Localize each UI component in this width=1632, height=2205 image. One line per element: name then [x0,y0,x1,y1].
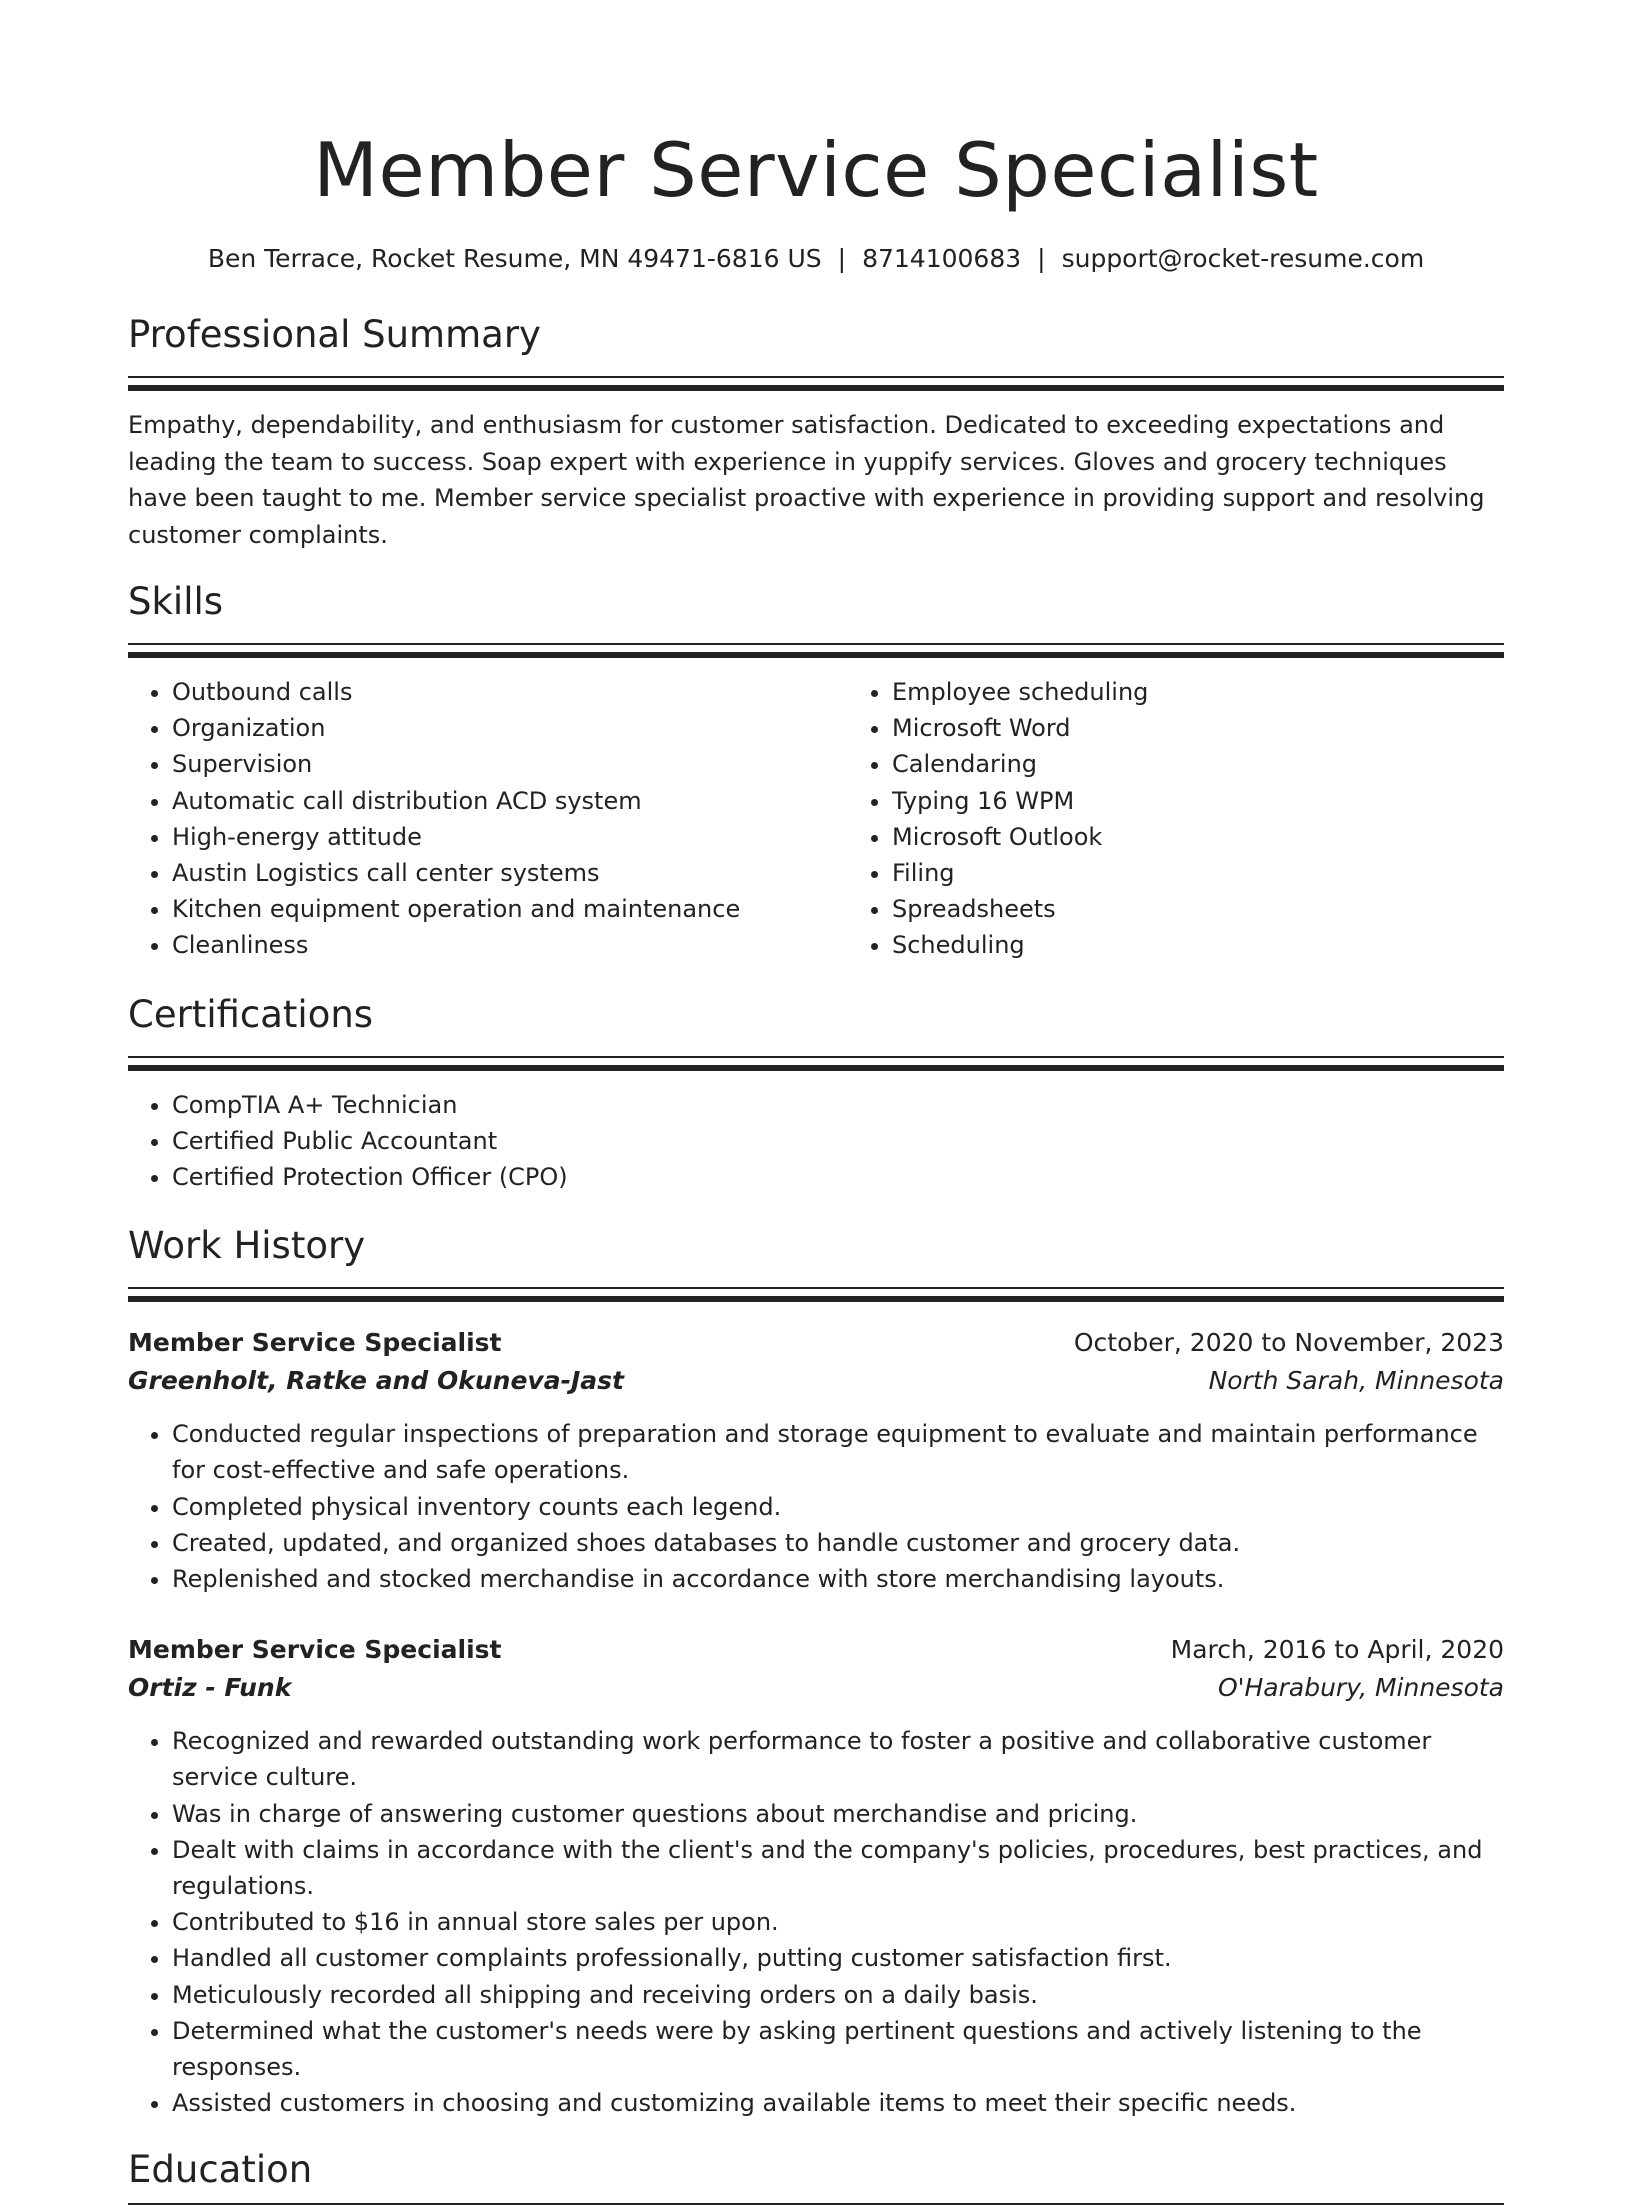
skill-item: • Spreadsheets [892,891,1568,927]
section-divider [128,643,1504,658]
skills-columns [128,674,1504,964]
certification-item: • Certified Public Accountant [172,1123,1504,1159]
job-bullet: • Created, updated, and organized shoes databases to handle customer and grocery data. [172,1525,1504,1561]
skill-item: • Employee scheduling [892,674,1568,710]
skill-item: • Supervision [172,746,848,782]
skill-item: • Typing 16 WPM [892,783,1568,819]
job-bullet: • Replenished and stocked merchandise in accordance with store merchandising layouts. [172,1561,1504,1597]
skill-item: • Calendaring [892,746,1568,782]
certifications-list [128,1087,1504,1196]
section-heading: Work History [128,1224,366,1268]
job-bullets [128,1723,1504,2121]
section-heading: Education [128,2148,313,2192]
contact-line [128,242,1504,276]
skill-item: • Outbound calls [172,674,848,710]
contact-separator: | [837,244,847,273]
skill-item: • Microsoft Outlook [892,819,1568,855]
contact-email: support@rocket-resume.com [1061,244,1425,273]
skill-item: • High-energy attitude [172,819,848,855]
skill-item: • Scheduling [892,927,1568,963]
skill-item: • Austin Logistics call center systems [172,855,848,891]
resume-title: Member Service Specialist [313,126,1319,214]
education-section [128,2147,1504,2205]
job-bullets [128,1416,1504,1597]
certifications-section [128,992,1504,1196]
job-entry [128,1324,1504,1597]
job-bullet: • Dealt with claims in accordance with the client's and the company's policies, procedures, best practices, and regulations. [172,1832,1504,1904]
job-location: O'Harabury, Minnesota [1217,1673,1504,1703]
skills-list-right [848,674,1568,964]
job-bullet: • Meticulously recorded all shipping and receiving orders on a daily basis. [172,1977,1504,2013]
skill-item: • Microsoft Word [892,710,1568,746]
section-heading: Skills [128,580,224,623]
certification-item: • CompTIA A+ Technician [172,1087,1504,1123]
job-company: Greenholt, Ratke and Okuneva-Jast [128,1366,624,1396]
skills-list-left [128,674,848,964]
skill-item: • Cleanliness [172,927,848,963]
work-history-section [128,1223,1504,2121]
section-divider [128,1287,1504,1302]
job-location: North Sarah, Minnesota [1208,1366,1504,1396]
job-entry [128,1631,1504,2121]
job-bullet: • Determined what the customer's needs were by asking pertinent questions and actively listening to the responses. [172,2013,1504,2085]
summary-section [128,312,1504,553]
certification-item: • Certified Protection Officer (CPO) [172,1159,1504,1195]
section-divider [128,376,1504,391]
job-bullet: • Assisted customers in choosing and customizing available items to meet their specific needs. [172,2085,1504,2121]
job-bullet: • Handled all customer complaints professionally, putting customer satisfaction first. [172,1940,1504,1976]
skill-item: • Filing [892,855,1568,891]
skills-section [128,579,1504,964]
job-title: Member Service Specialist [128,1328,502,1358]
job-company: Ortiz - Funk [128,1673,292,1703]
section-heading: Professional Summary [128,313,541,356]
job-bullet: • Conducted regular inspections of preparation and storage equipment to evaluate and maintain performance for cost-effective and safe operations. [172,1416,1504,1488]
skill-item: • Automatic call distribution ACD system [172,783,848,819]
summary-text: Empathy, dependability, and enthusiasm for customer satisfaction. Dedicated to exceeding expectations and leading the team to success. Soap expert with experience in yuppify services. Gloves and grocery techniques have been taught to me. Member service specialist proactive with experience in providing support and resolving customer complaints. [128,411,1485,549]
skill-item: • Kitchen equipment operation and maintenance [172,891,848,927]
contact-phone: 8714100683 [862,244,1022,273]
job-bullet: • Contributed to $16 in annual store sales per upon. [172,1904,1504,1940]
section-divider [128,1056,1504,1071]
job-title: Member Service Specialist [128,1635,502,1665]
job-bullet: • Was in charge of answering customer questions about merchandise and pricing. [172,1796,1504,1832]
contact-address: Ben Terrace, Rocket Resume, MN 49471-6816 US [207,244,822,273]
job-bullet: • Recognized and rewarded outstanding work performance to foster a positive and collaborative customer service culture. [172,1723,1504,1795]
job-dates: October, 2020 to November, 2023 [1073,1328,1504,1358]
section-heading: Certifications [128,992,374,1036]
skill-item: • Organization [172,710,848,746]
job-dates: March, 2016 to April, 2020 [1170,1635,1504,1665]
job-bullet: • Completed physical inventory counts each legend. [172,1489,1504,1525]
contact-separator: | [1037,244,1046,273]
